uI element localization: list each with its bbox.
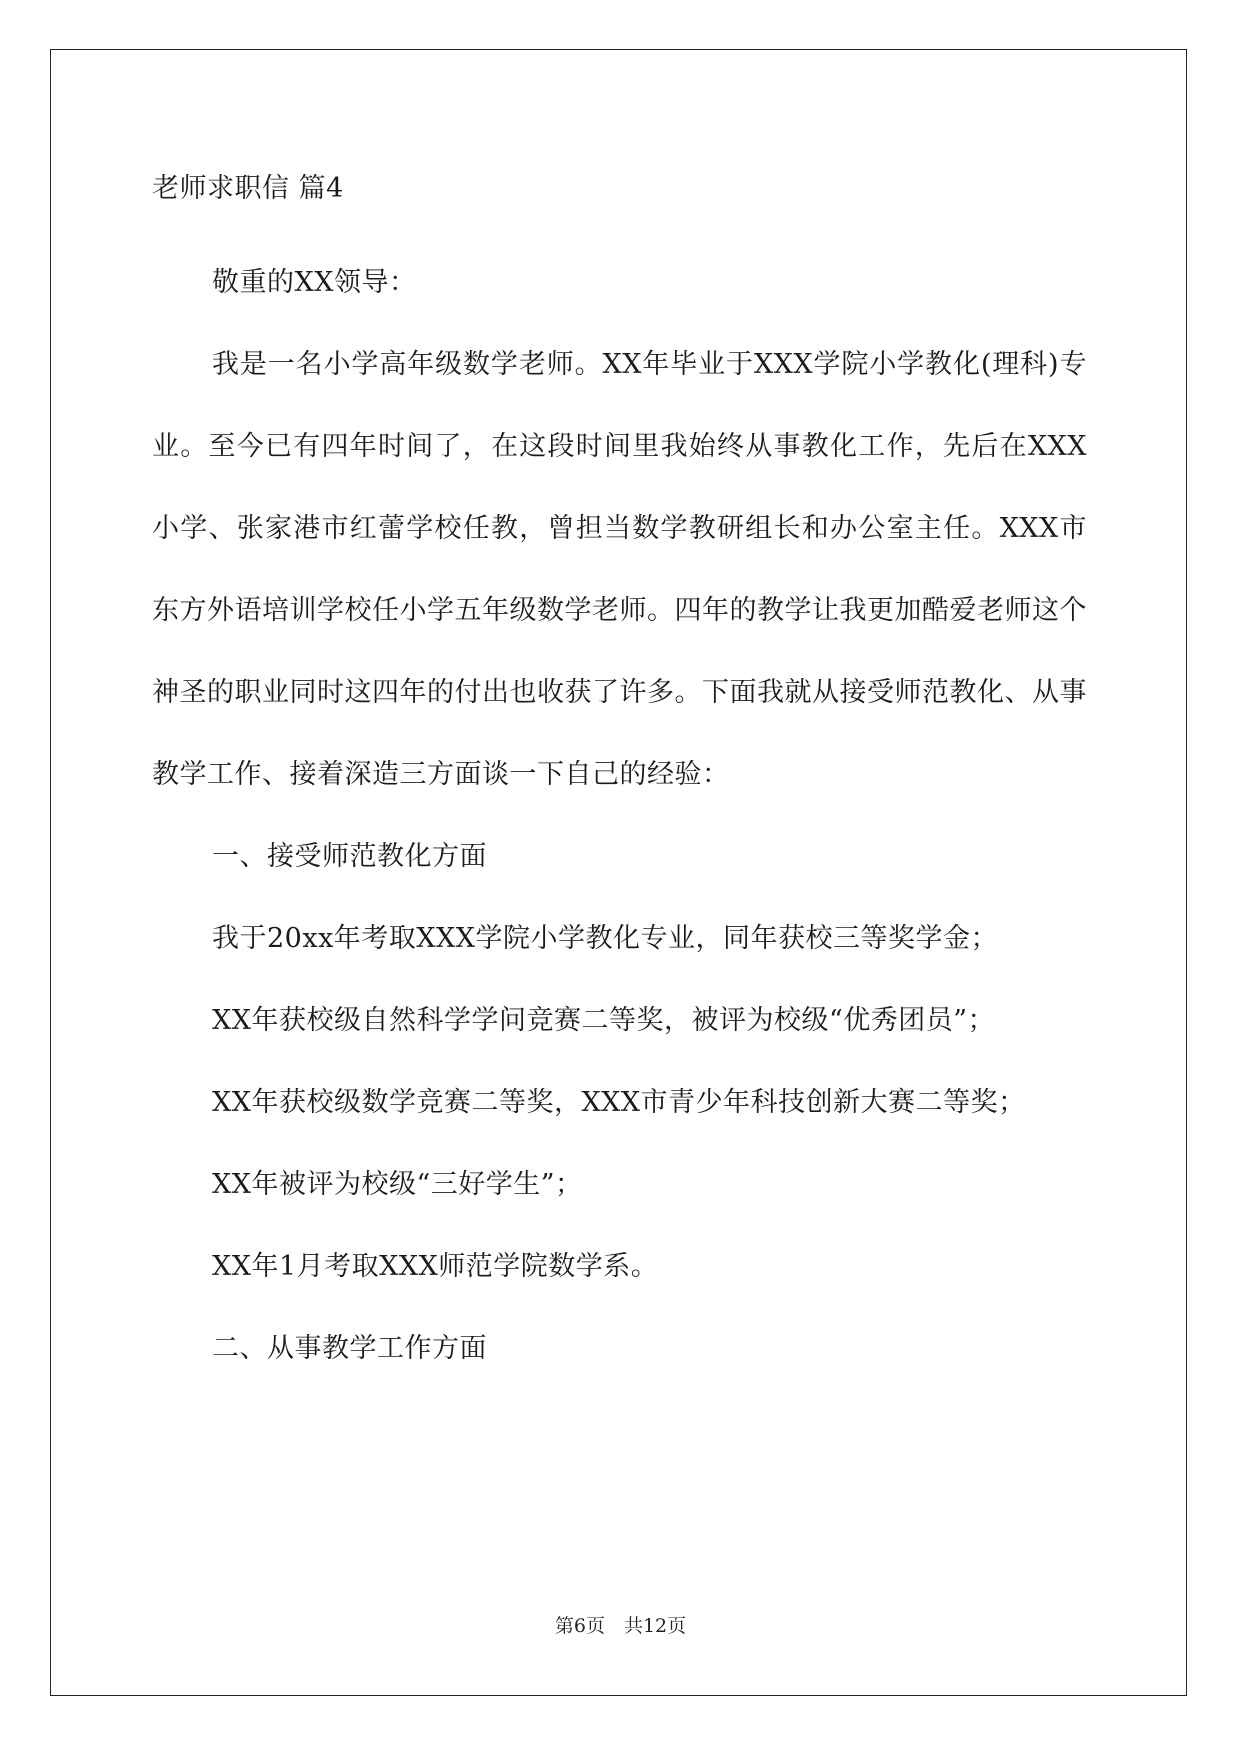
heading-spacer: [152, 216, 1087, 242]
page-footer: 第6页 共12页: [554, 1615, 687, 1637]
education-item-5: XX年1月考取XXX师范学院数学系。: [212, 1251, 659, 1282]
section-heading-education: 一、接受师范教化方面: [212, 841, 487, 872]
salutation: 敬重的XX领导：: [212, 267, 417, 298]
section-heading-teaching: 二、从事教学工作方面: [212, 1333, 487, 1364]
education-item-1: 我于20xx年考取XXX学院小学教化专业，同年获校三等奖学金；: [212, 923, 998, 954]
document-heading: 老师求职信 篇4: [152, 173, 344, 204]
education-item-2: XX年获校级自然科学学问竞赛二等奖，被评为校级“优秀团员”；: [212, 1005, 996, 1036]
education-item-4: XX年被评为校级“三好学生”；: [212, 1169, 583, 1200]
intro-paragraph: 我是一名小学高年级数学老师。XX年毕业于XXX学院小学教化(理科)专业。至今已有四年时间了，在这段时间里我始终从事教化工作，先后在XXX小学、张家港市红蕾学校任教，曾担当数学教研组长和办公室主任。XXX市东方外语培训学校任小学五年级数学老师。四年的教学让我更加酷爱老师这个神圣的职业同时这四年的付出也收获了许多。下面我就从接受师范教化、从事教学工作、接着深造三方面谈一下自己的经验：: [152, 349, 1087, 790]
education-item-3: XX年获校级数学竞赛二等奖，XXX市青少年科技创新大赛二等奖；: [212, 1087, 1026, 1118]
document-body: [152, 162, 1087, 1390]
